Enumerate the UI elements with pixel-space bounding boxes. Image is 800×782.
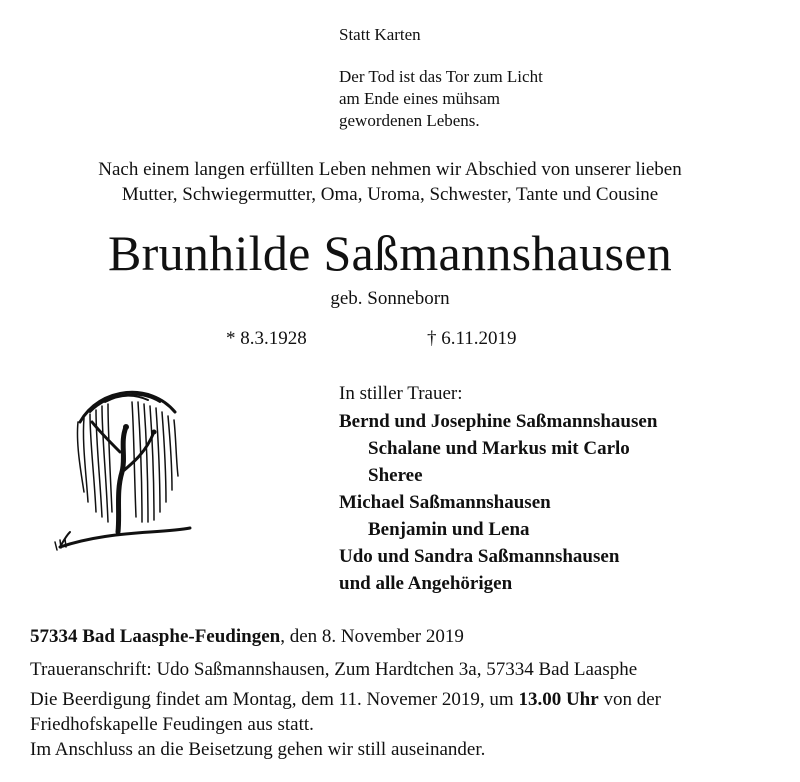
mourner-line: Benjamin und Lena: [368, 519, 530, 540]
funeral-line: [30, 687, 770, 712]
funeral-text-end: von der: [598, 689, 661, 710]
statt-karten: Statt Karten: [339, 25, 421, 44]
birth-date: * 8.3.1928: [226, 328, 307, 349]
mourners-block: [339, 381, 657, 597]
mourner-line: Sheree: [368, 465, 423, 486]
place: 57334 Bad Laasphe-Feudingen: [30, 626, 281, 647]
funeral-notice: [30, 687, 770, 762]
death-date: † 6.11.2019: [427, 328, 517, 349]
maiden-name: geb. Sonneborn: [330, 288, 450, 309]
deceased-name: Brunhilde Saßmannshausen: [107, 225, 673, 281]
funeral-time: 13.00 Uhr: [518, 689, 599, 710]
funeral-text: Die Beerdigung findet am Montag, dem 11. Novemer 2019, um: [30, 689, 519, 710]
quote-line: Der Tod ist das Tor zum Licht: [339, 67, 543, 86]
quote-line: am Ende eines mühsam: [339, 89, 500, 108]
place-date: [30, 624, 464, 649]
mourning-address: Traueranschrift: Udo Saßmannshausen, Zum Hardtchen 3a, 57334 Bad Laasphe: [30, 659, 638, 680]
mourner-line: und alle Angehörigen: [339, 573, 513, 594]
quote-line: gewordenen Lebens.: [339, 111, 480, 130]
intro-line: Nach einem langen erfüllten Leben nehmen wir Abschied von unserer lieben: [98, 159, 682, 180]
mourner-line: Michael Saßmannshausen: [339, 492, 551, 513]
date: , den 8. November 2019: [280, 626, 464, 647]
willow-tree-image: [50, 372, 200, 557]
intro-line: Mutter, Schwiegermutter, Oma, Uroma, Schwester, Tante und Cousine: [121, 184, 659, 205]
closing-line: Im Anschluss an die Beisetzung gehen wir still auseinander.: [30, 739, 486, 760]
mourners-heading: In stiller Trauer:: [339, 383, 463, 404]
quote: [339, 66, 543, 132]
funeral-line-2: Friedhofskapelle Feudingen aus statt.: [30, 714, 314, 735]
mourner-line: Bernd und Josephine Saßmannshausen: [339, 411, 658, 432]
mourner-line: Udo und Sandra Saßmannshausen: [339, 546, 620, 567]
intro-text: [0, 157, 780, 207]
mourner-line: Schalane und Markus mit Carlo: [368, 438, 630, 459]
